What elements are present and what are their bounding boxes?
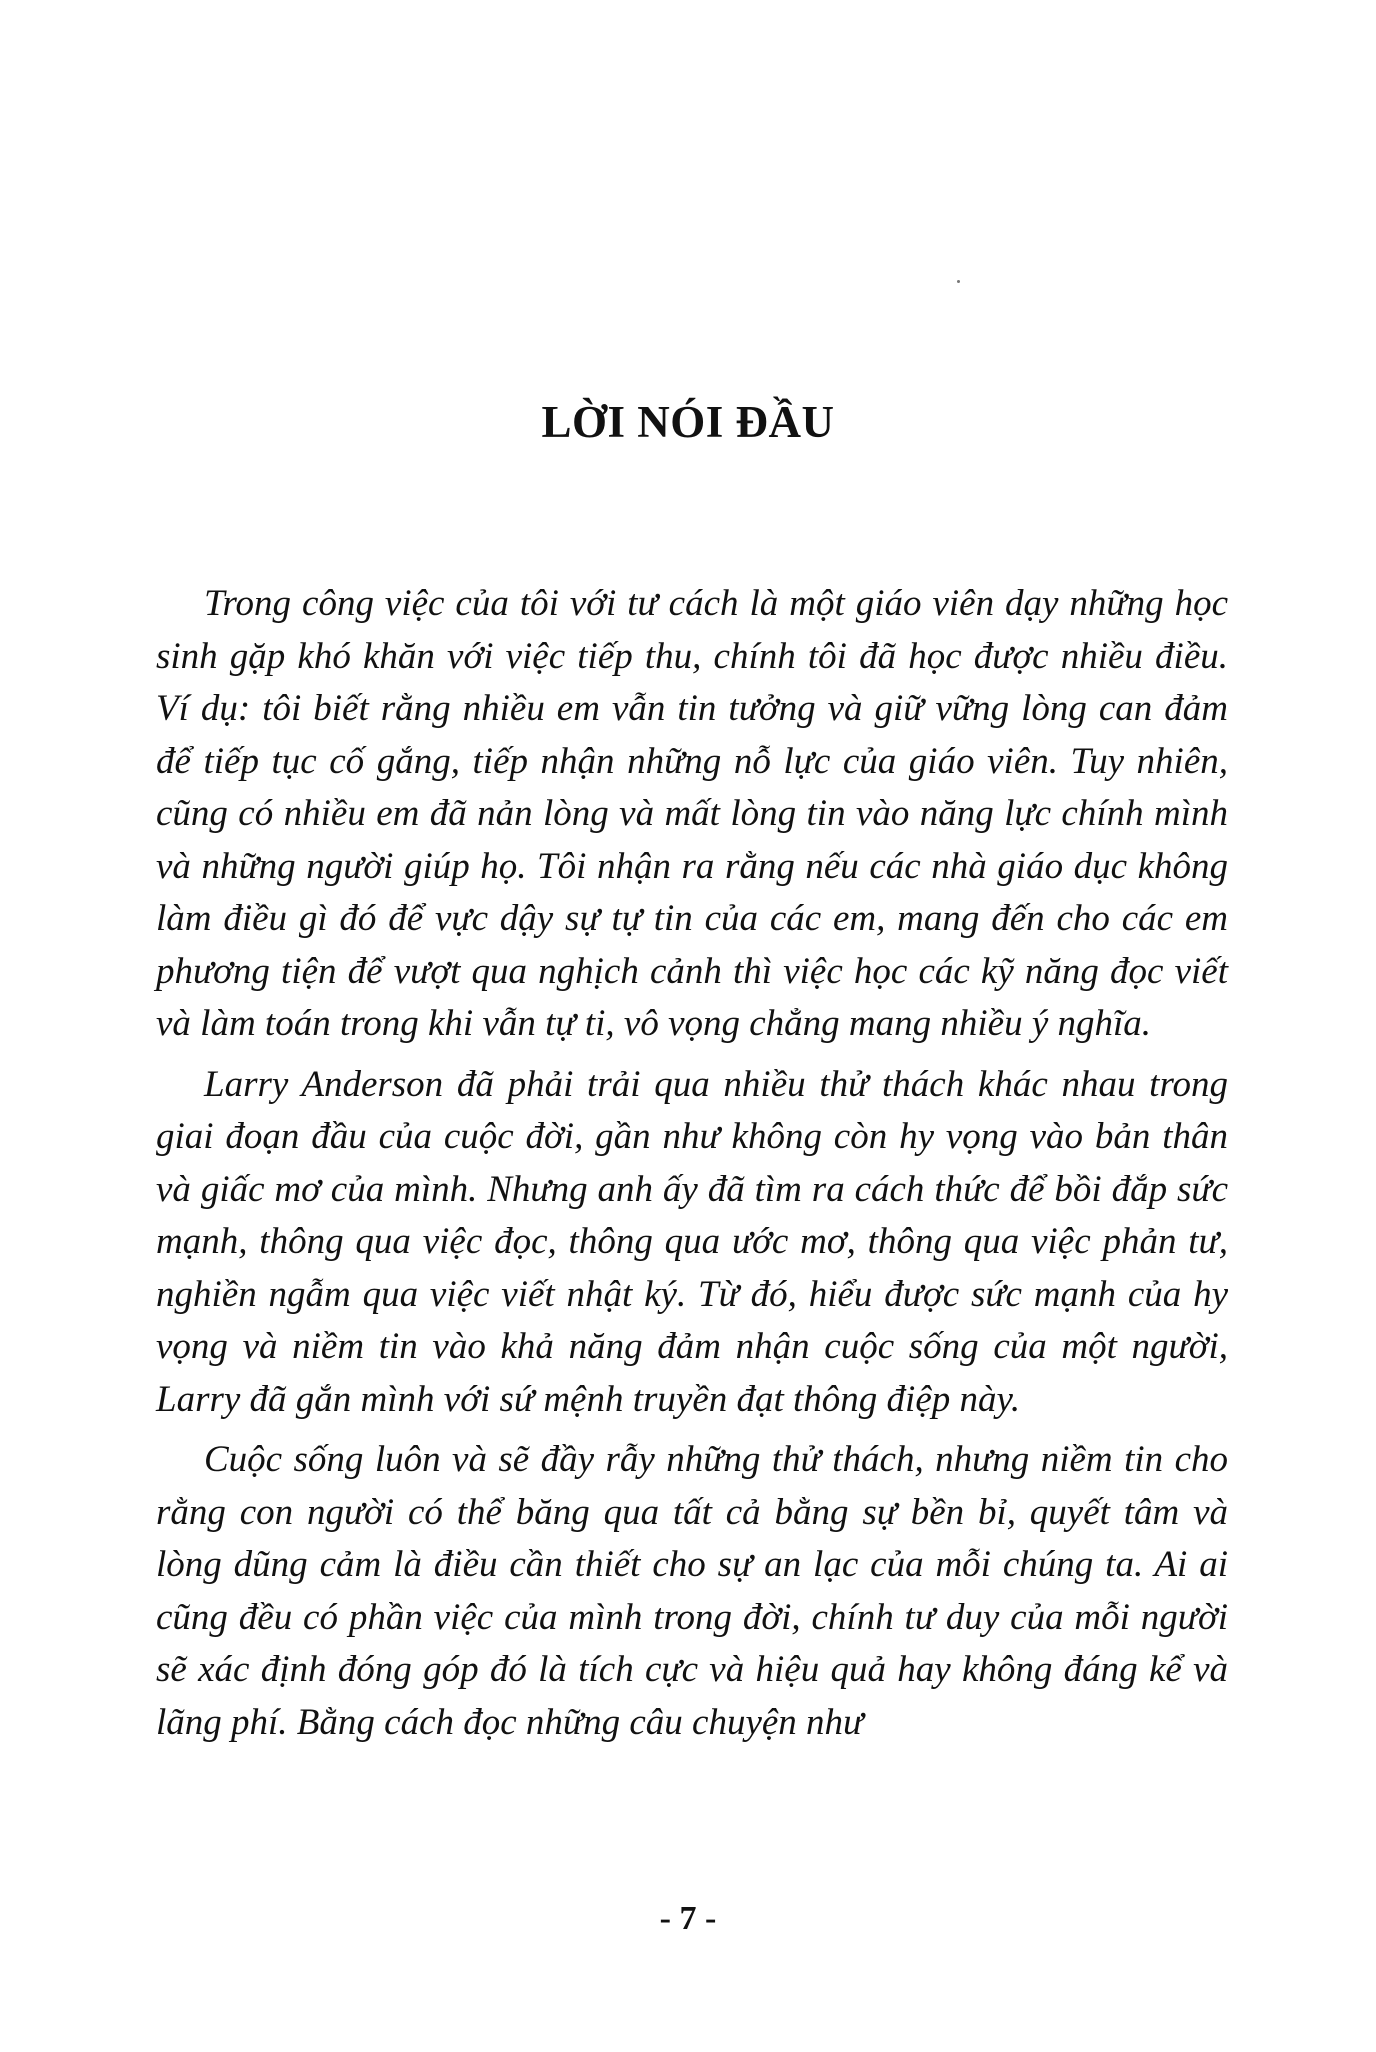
paragraph-1: Trong công việc của tôi với tư cách là một giáo viên dạy những học sinh gặp khó khăn với việc tiếp thu, chính tôi đã học được nhiều điều. Ví dụ: tôi biết rằng nhiều em vẫn tin tưởng và giữ vững lòng can đảm để tiếp tục cố gắng, tiếp nhận những nỗ lực của giáo viên. Tuy nhiên, cũng có nhiều em đã nản lòng và mất lòng tin vào năng lực chính mình và những người giúp họ. Tôi nhận ra rằng nếu các nhà giáo dục không làm điều gì đó để vực dậy sự tự tin của các em, mang đến cho các em phương tiện để vượt qua nghịch cảnh thì việc học các kỹ năng đọc viết và làm toán trong khi vẫn tự ti, vô vọng chẳng mang nhiều ý nghĩa. [156, 583, 1228, 1044]
chapter-title: LỜI NÓI ĐẦU [541, 397, 835, 447]
paragraph-2: Larry Anderson đã phải trải qua nhiều thử thách khác nhau trong giai đoạn đầu của cuộc đời, gần như không còn hy vọng vào bản thân và giấc mơ của mình. Nhưng anh ấy đã tìm ra cách thức để bồi đắp sức mạnh, thông qua việc đọc, thông qua ước mơ, thông qua việc phản tư, nghiền ngẫm qua việc viết nhật ký. Từ đó, hiểu được sức mạnh của hy vọng và niềm tin vào khả năng đảm nhận cuộc sống của một người, Larry đã gắn mình với sứ mệnh truyền đạt thông điệp này. [156, 1063, 1228, 1420]
scan-speck [957, 280, 960, 283]
paragraph-3: Cuộc sống luôn và sẽ đầy rẫy những thử thách, nhưng niềm tin cho rằng con người có thể băng qua tất cả bằng sự bền bỉ, quyết tâm và lòng dũng cảm là điều cần thiết cho sự an lạc của mỗi chúng ta. Ai ai cũng đều có phần việc của mình trong đời, chính tư duy của mỗi người sẽ xác định đóng góp đó là tích cực và hiệu quả hay không đáng kể và lãng phí. Bằng cách đọc những câu chuyện như [156, 1439, 1228, 1743]
body-text [156, 578, 1228, 1757]
page-number: - 7 - [659, 1900, 717, 1937]
